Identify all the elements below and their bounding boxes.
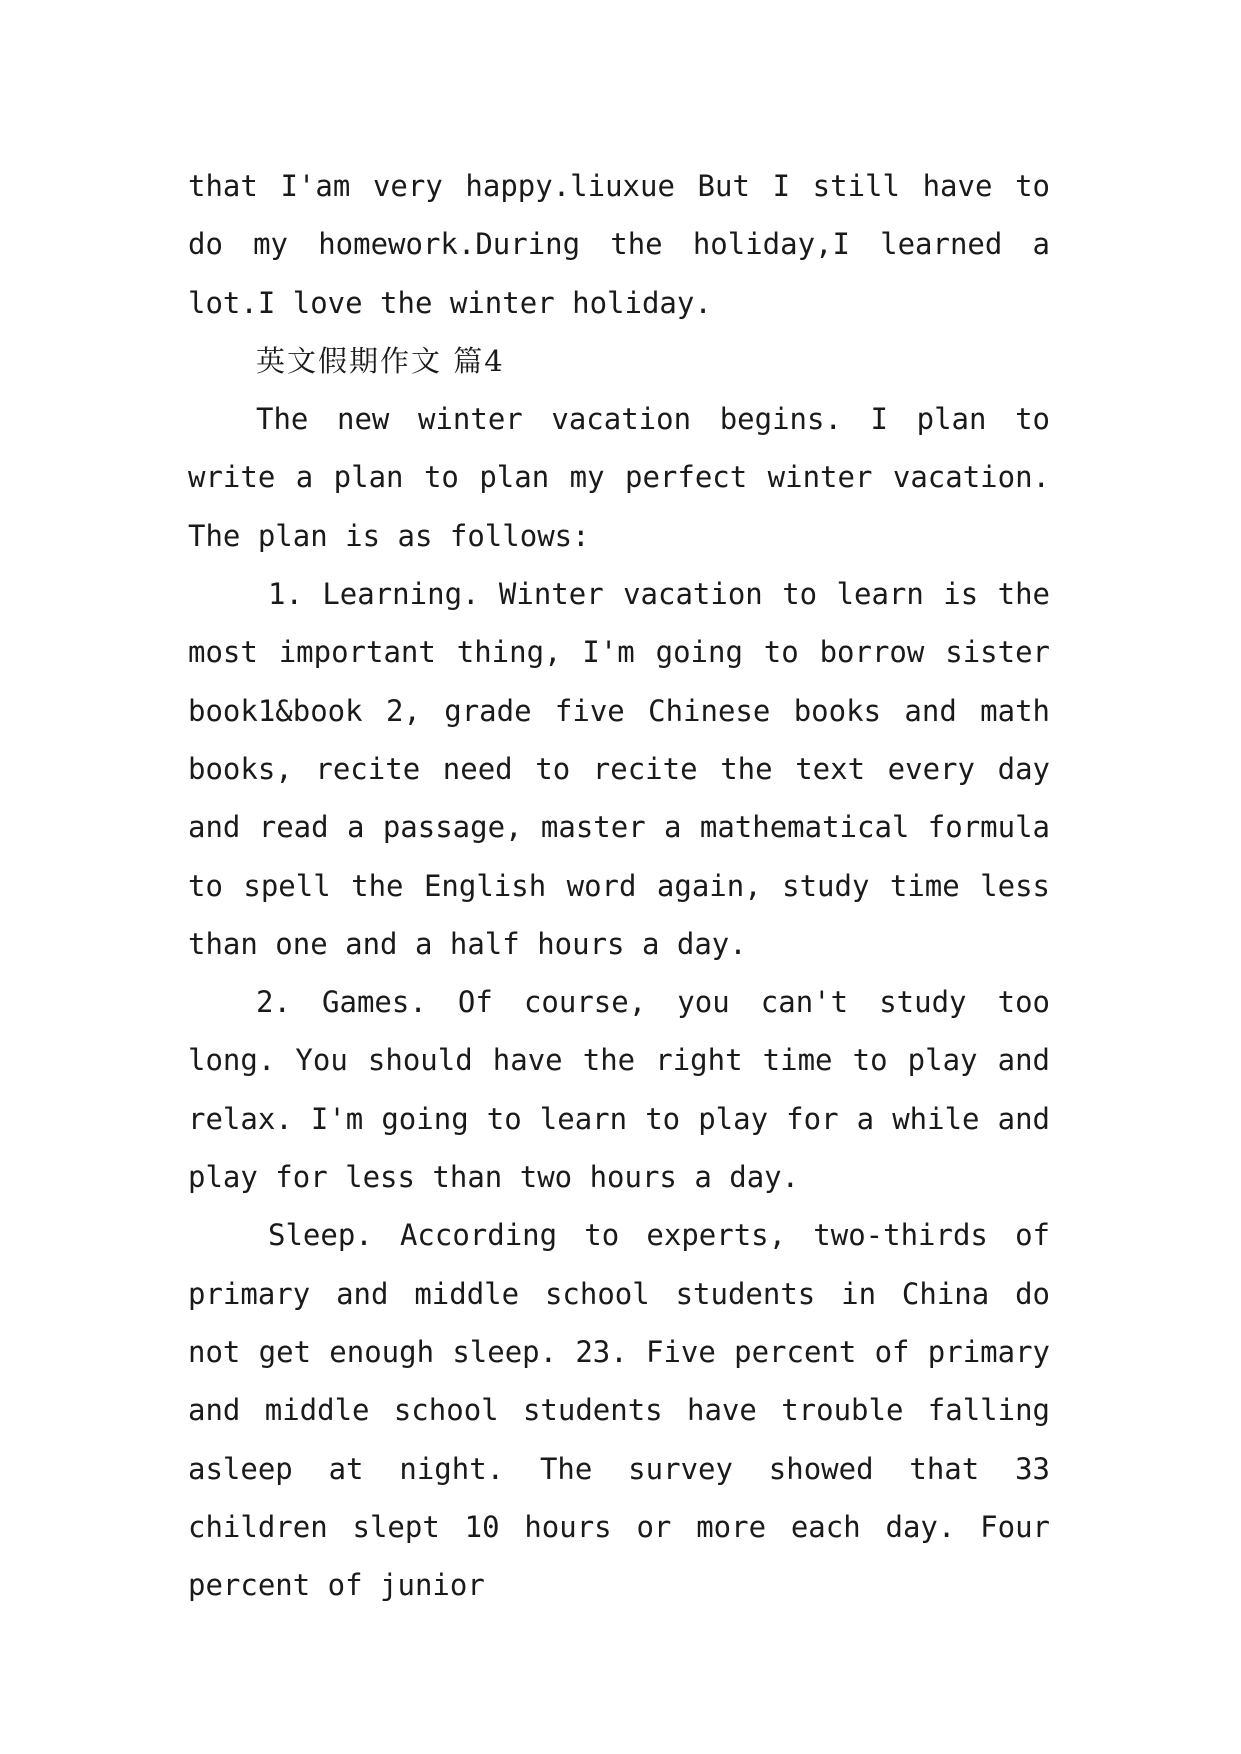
paragraph-intro: The new winter vacation begins. I plan to write a plan to plan my perfect winter vacation. The plan is as follows: (188, 402, 1050, 553)
list-item-games: 2. Games. Of course, you can't study too long. You should have the right time to play and relax. I'm going to learn to play for a while and play for less than two hours a day. (188, 985, 1050, 1195)
list-item-learning: 1. Learning. Winter vacation to learn is the most important thing, I'm going to borrow sister book1&book 2, grade five Chinese books and math books, recite need to recite the text every day and read a passage, master a mathematical formula to spell the English word again, study time less than one and a half hours a day. (188, 577, 1050, 961)
section-heading: 英文假期作文 篇4 (256, 343, 505, 378)
list-item-sleep: Sleep. According to experts, two-thirds of primary and middle school students in China do not get enough sleep. 23. Five percent of primary and middle school students have trouble falling asleep at night. The survey showed that 33 children slept 10 hours or more each day. Four percent of junior (188, 1218, 1050, 1603)
paragraph-continuation: that I'am very happy.liuxue But I still have to do my homework.During the holiday,I learned a lot.I love the winter holiday. (188, 169, 1050, 320)
document-page (188, 157, 1050, 1614)
